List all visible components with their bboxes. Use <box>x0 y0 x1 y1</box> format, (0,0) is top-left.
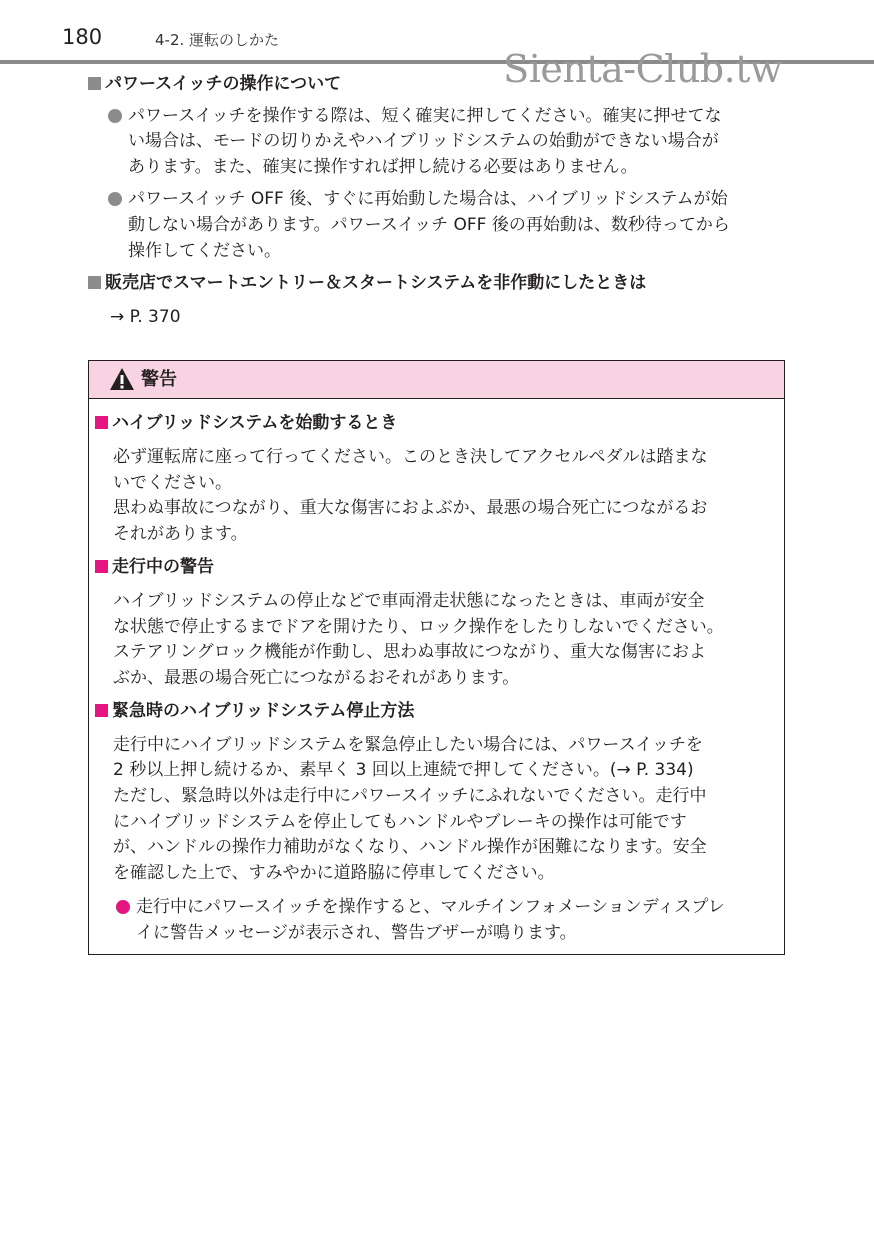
line: にハイブリッドシステムを停止してもハンドルやブレーキの操作は可能です <box>113 811 687 832</box>
warning-paragraph <box>113 589 784 691</box>
line: が、ハンドルの操作力補助がなくなり、ハンドル操作が困難になります。安全 <box>113 837 707 858</box>
warning-bullet-item <box>116 895 784 946</box>
line: それがあります。 <box>113 523 248 544</box>
page-content <box>88 72 785 955</box>
warning-body <box>89 399 784 946</box>
pink-bullet-dot-icon <box>116 900 130 914</box>
line: 走行中にハイブリッドシステムを緊急停止したい場合には、パワースイッチを <box>113 734 703 755</box>
bullet-item <box>108 104 785 181</box>
line: パワースイッチを操作する際は、短く確実に押してください。確実に押せてな <box>128 105 722 126</box>
line: 走行中にパワースイッチを操作すると、マルチインフォメーションディスプレ <box>136 897 725 918</box>
line: ただし、緊急時以外は走行中にパワースイッチにふれないでください。走行中 <box>113 786 707 807</box>
warning-paragraph <box>113 733 784 887</box>
chapter-title: 4-2. 運転のしかた <box>155 31 280 49</box>
warning-box <box>88 360 785 955</box>
line: いでください。 <box>113 472 232 493</box>
warning-paragraph <box>113 445 784 547</box>
bullet-dot-icon <box>108 192 122 206</box>
pink-square-icon <box>95 416 108 429</box>
line: あります。また、確実に操作すれば押し続ける必要はありません。 <box>128 156 638 177</box>
line: な状態で停止するまでドアを開けたり、ロック操作をしたりしないでください。 <box>113 616 724 637</box>
warning-subheading <box>95 411 784 437</box>
square-bullet-icon <box>88 276 101 289</box>
pink-square-icon <box>95 560 108 573</box>
warning-subheading <box>95 555 784 581</box>
line: を確認した上で、すみやかに道路脇に停車してください。 <box>113 862 555 883</box>
section-heading-dealer <box>88 271 785 297</box>
warning-subheading <box>95 699 784 725</box>
page-reference-link[interactable]: → P. 370 <box>110 306 181 327</box>
line: 思わぬ事故につながり、重大な傷害におよぶか、最悪の場合死亡につながるお <box>113 498 708 519</box>
pink-square-icon <box>95 704 108 717</box>
heading-text: ハイブリッドシステムを始動するとき <box>112 413 398 434</box>
heading-text: 緊急時のハイブリッドシステム停止方法 <box>112 701 415 722</box>
square-bullet-icon <box>88 77 101 90</box>
section-heading-power-switch <box>88 72 785 98</box>
line: 動しない場合があります。パワースイッチ OFF 後の再始動は、数秒待ってから <box>128 214 730 235</box>
line: イに警告メッセージが表示され、警告ブザーが鳴ります。 <box>136 923 577 944</box>
warning-triangle-icon <box>109 367 135 391</box>
line: 操作してください。 <box>128 240 281 261</box>
line: パワースイッチ OFF 後、すぐに再始動した場合は、ハイブリッドシステムが始 <box>128 189 728 210</box>
line: 2 秒以上押し続けるか、素早く 3 回以上連続で押してください。(→ P. 334) <box>113 760 694 781</box>
heading-text: パワースイッチの操作について <box>105 74 342 94</box>
line: ハイブリッドシステムの停止などで車両滑走状態になったときは、車両が安全 <box>113 590 705 611</box>
bullet-item <box>108 187 785 264</box>
line: ステアリングロック機能が作動し、思わぬ事故につながり、重大な傷害におよ <box>113 642 706 663</box>
heading-text: 走行中の警告 <box>112 557 214 578</box>
line: ぶか、最悪の場合死亡につながるおそれがあります。 <box>113 667 520 688</box>
heading-text: 販売店でスマートエントリー＆スタートシステムを非作動にしたときは <box>105 273 647 294</box>
bullet-dot-icon <box>108 109 122 123</box>
line: い場合は、モードの切りかえやハイブリッドシステムの始動ができない場合が <box>128 131 719 152</box>
watermark: Sienta-Club.tw <box>503 47 782 91</box>
line: 必ず運転席に座って行ってください。このとき決してアクセルペダルは踏まな <box>113 446 708 467</box>
page-number: 180 <box>62 25 103 49</box>
warning-title: 警告 <box>141 369 177 391</box>
warning-header <box>89 361 784 399</box>
